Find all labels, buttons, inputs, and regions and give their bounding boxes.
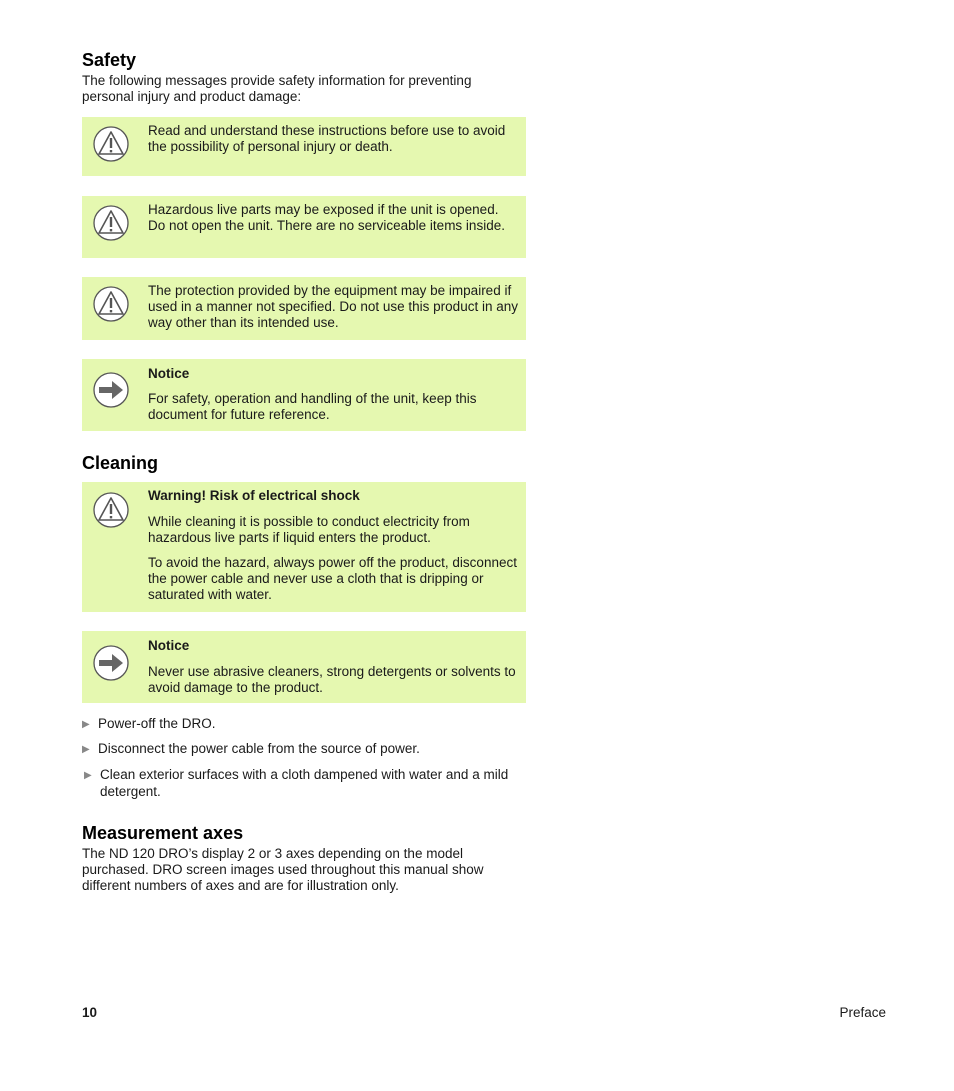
notice-title: Notice <box>148 638 190 653</box>
arrow-right-icon <box>92 371 130 409</box>
warning-triangle-icon <box>92 491 130 529</box>
warning-triangle-icon <box>92 285 130 323</box>
axes-heading: Measurement axes <box>82 823 244 843</box>
axes-text: The ND 120 DRO’s display 2 or 3 axes depending on the model purchased. DRO screen images used throughout this manual show different numbers of axes and are for illustration only. <box>82 846 484 893</box>
warning-text-3: The protection provided by the equipment may be impaired if used in a manner not specified. Do not use this product in any way other than its intended use. <box>148 283 518 330</box>
notice-box-cleaning <box>82 631 526 703</box>
warning-title: Warning! Risk of electrical shock <box>148 488 360 503</box>
warning-box-3 <box>82 277 526 340</box>
warning-triangle-icon <box>92 125 130 163</box>
list-item <box>82 716 526 733</box>
warning-text-2: Hazardous live parts may be exposed if the unit is opened. Do not open the unit. There are no serviceable items inside. <box>148 202 505 233</box>
warning-paragraph-1: While cleaning it is possible to conduct electricity from hazardous live parts if liquid enters the product. <box>148 514 470 545</box>
page-number: 10 <box>82 1005 98 1020</box>
warning-box-cleaning <box>82 482 526 612</box>
triangle-bullet-icon: ▶ <box>82 744 90 755</box>
notice-text: Never use abrasive cleaners, strong detergents or solvents to avoid damage to the product. <box>148 664 516 695</box>
section-name: Preface <box>839 1005 886 1020</box>
cleaning-heading: Cleaning <box>82 453 159 473</box>
step-text: Disconnect the power cable from the source of power. <box>98 741 420 756</box>
step-text: Clean exterior surfaces with a cloth dampened with water and a mild detergent. <box>100 767 509 799</box>
safety-intro: The following messages provide safety information for preventing personal injury and product damage: <box>82 73 472 104</box>
warning-triangle-icon <box>92 204 130 242</box>
list-item <box>82 741 526 758</box>
safety-heading: Safety <box>82 50 137 70</box>
step-text: Power-off the DRO. <box>98 716 216 731</box>
list-item <box>82 767 526 800</box>
axes-section <box>82 822 526 894</box>
triangle-bullet-icon: ▶ <box>84 770 92 781</box>
warning-box-2 <box>82 196 526 258</box>
warning-paragraph-2: To avoid the hazard, always power off the product, disconnect the power cable and never use a cloth that is dripping or saturated with water. <box>148 555 517 602</box>
warning-box-1 <box>82 117 526 176</box>
triangle-bullet-icon: ▶ <box>82 719 90 730</box>
notice-title: Notice <box>148 366 190 381</box>
notice-text: For safety, operation and handling of the unit, keep this document for future reference. <box>148 391 477 422</box>
arrow-right-icon <box>92 644 130 682</box>
cleaning-section <box>82 452 526 474</box>
notice-box-safety <box>82 359 526 431</box>
warning-text-1: Read and understand these instructions before use to avoid the possibility of personal injury or death. <box>148 123 506 154</box>
safety-section <box>82 49 526 105</box>
